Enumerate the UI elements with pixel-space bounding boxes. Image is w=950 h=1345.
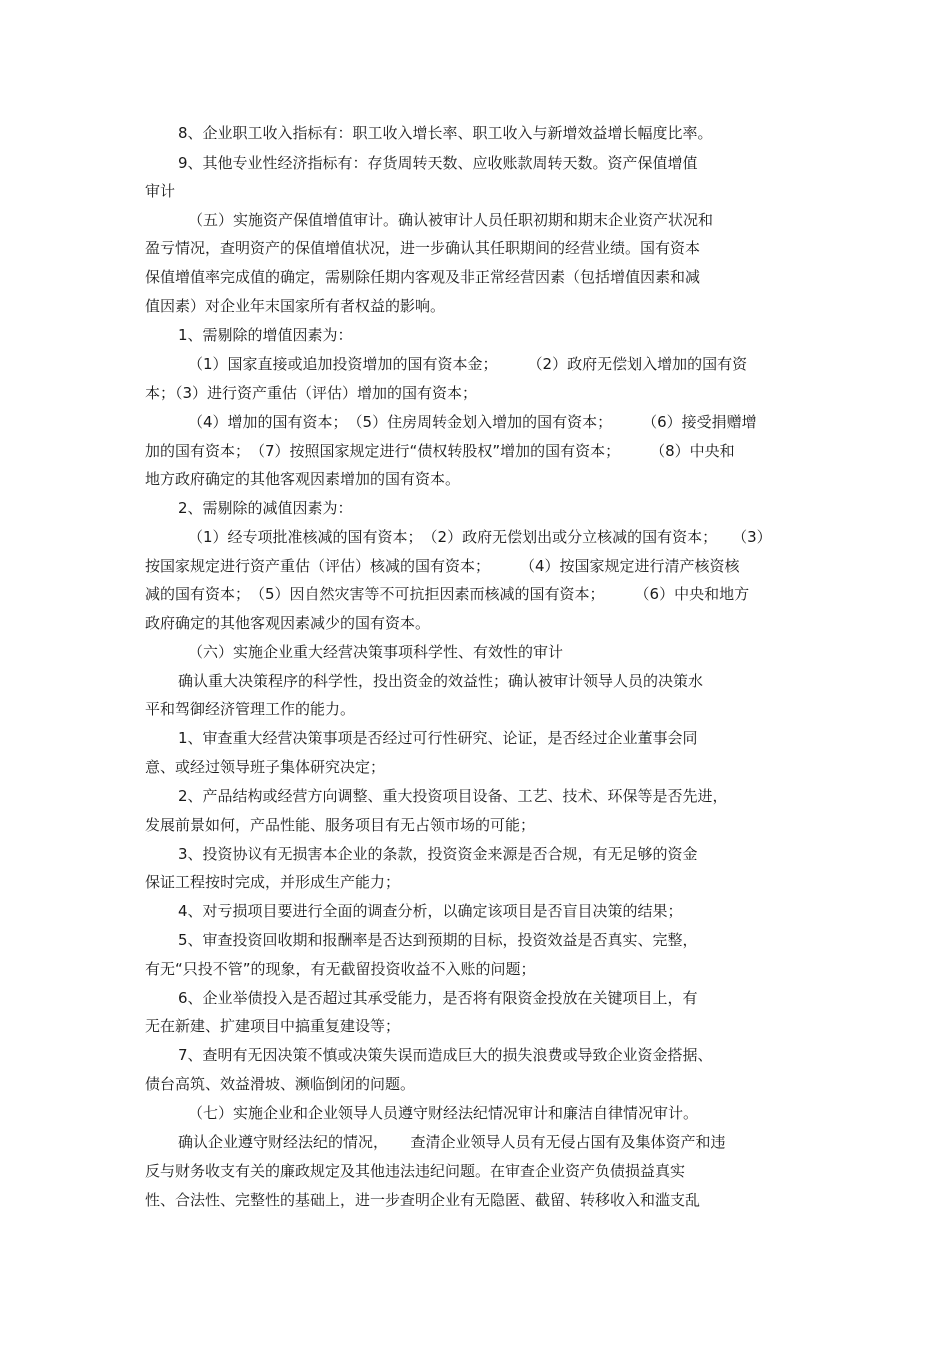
text-line: 确认企业遵守财经法纪的情况， 查清企业领导人员有无侵占国有及集体资产和违 xyxy=(178,1133,726,1151)
text-line: 本；（3）进行资产重估（评估）增加的国有资本； xyxy=(145,384,478,402)
text-line: 减的国有资本； （5）因自然灾害等不可抗拒因素而核减的国有资本； （6）中央和地方 xyxy=(145,585,750,603)
text-line: 加的国有资本； （7）按照国家规定进行“债权转股权”增加的国有资本； （8）中央和 xyxy=(145,442,735,460)
text-line: 平和驾御经济管理工作的能力。 xyxy=(145,700,356,718)
text-line: 性、合法性、完整性的基础上，进一步查明企业有无隐匿、截留、转移收入和滥支乱 xyxy=(145,1191,701,1209)
text-line: 有无“只投不管”的现象，有无截留投资收益不入账的问题； xyxy=(145,960,536,978)
text-line: 保证工程按时完成，并形成生产能力； xyxy=(145,873,401,891)
text-line: （六）实施企业重大经营决策事项科学性、有效性的审计 xyxy=(188,643,564,661)
text-line: 3、投资协议有无损害本企业的条款，投资资金来源是否合规，有无足够的资金 xyxy=(178,845,698,863)
text-line: 7、查明有无因决策不慎或决策失误而造成巨大的损失浪费或导致企业资金搭据、 xyxy=(178,1046,713,1064)
text-line: （七）实施企业和企业领导人员遵守财经法纪情况审计和廉洁自律情况审计。 xyxy=(188,1104,699,1122)
text-line: 1、需剔除的增值因素为： xyxy=(178,326,353,344)
text-line: 按国家规定进行资产重估（评估）核减的国有资本； （4）按国家规定进行清产核资核 xyxy=(145,557,740,575)
text-line: （4）增加的国有资本； （5）住房周转金划入增加的国有资本； （6）接受捐赠增 xyxy=(188,413,757,431)
text-line: 5、审查投资回收期和报酬率是否达到预期的目标，投资效益是否真实、完整， xyxy=(178,931,698,949)
text-line: （1）国家直接或追加投资增加的国有资本金； （2）政府无偿划入增加的国有资 xyxy=(188,355,748,373)
text-line: 2、产品结构或经营方向调整、重大投资项目设备、工艺、技术、环保等是否先进， xyxy=(178,787,728,805)
text-line: （五）实施资产保值增值审计。确认被审计人员任职初期和期末企业资产状况和 xyxy=(188,211,714,229)
text-line: 值因素）对企业年末国家所有者权益的影响。 xyxy=(145,297,446,315)
text-line: 发展前景如何，产品性能、服务项目有无占领市场的可能； xyxy=(145,816,536,834)
text-line: 盈亏情况，查明资产的保值增值状况，进一步确认其任职期间的经营业绩。国有资本 xyxy=(145,239,701,257)
text-line: 6、企业举债投入是否超过其承受能力，是否将有限资金投放在关键项目上，有 xyxy=(178,989,698,1007)
text-line: 4、对亏损项目要进行全面的调查分析，以确定该项目是否盲目决策的结果； xyxy=(178,902,683,920)
text-line: 8、企业职工收入指标有：职工收入增长率、职工收入与新增效益增长幅度比率。 xyxy=(178,124,713,142)
text-line: 地方政府确定的其他客观因素增加的国有资本。 xyxy=(145,470,461,488)
text-line: 审计 xyxy=(145,182,176,200)
text-line: 9、其他专业性经济指标有：存货周转天数、应收账款周转天数。资产保值增值 xyxy=(178,154,698,172)
text-line: 2、需剔除的减值因素为： xyxy=(178,499,353,517)
text-line: 保值增值率完成值的确定，需剔除任期内客观及非正常经营因素（包括增值因素和减 xyxy=(145,268,701,286)
text-line: 债台高筑、效益滑坡、濒临倒闭的问题。 xyxy=(145,1075,416,1093)
text-line: 确认重大决策程序的科学性，投出资金的效益性；确认被审计领导人员的决策水 xyxy=(178,672,704,690)
text-line: （1）经专项批准核减的国有资本； （2）政府无偿划出或分立核减的国有资本； （3） xyxy=(188,528,772,546)
text-line: 1、审查重大经营决策事项是否经过可行性研究、论证，是否经过企业董事会同 xyxy=(178,729,698,747)
text-line: 反与财务收支有关的廉政规定及其他违法违纪问题。在审查企业资产负债损益真实 xyxy=(145,1162,686,1180)
text-line: 无在新建、扩建项目中搞重复建设等； xyxy=(145,1017,401,1035)
text-line: 政府确定的其他客观因素减少的国有资本。 xyxy=(145,614,431,632)
text-line: 意、或经过领导班子集体研究决定； xyxy=(145,758,386,776)
